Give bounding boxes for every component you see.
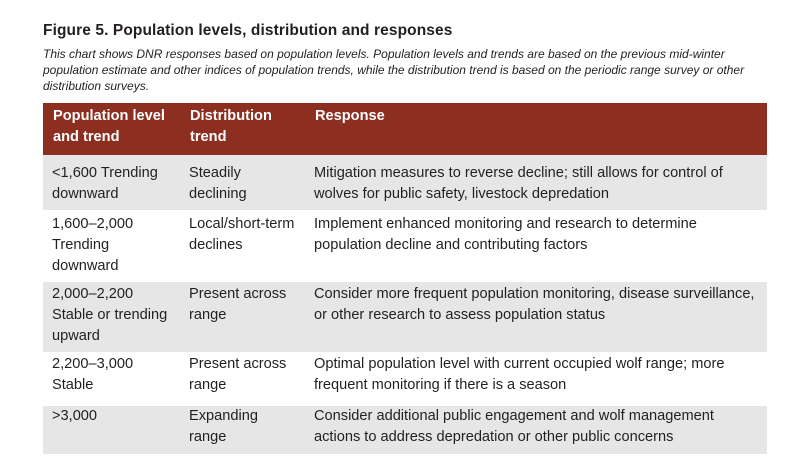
table-row [43, 406, 767, 454]
table-header-row [43, 103, 767, 155]
header-distribution-trend: Distribution trend [180, 103, 305, 155]
cell-response: Consider additional public engagement and wolf management actions to address depredation or other public concerns [305, 406, 767, 454]
cell-distribution: Steadily declining [180, 155, 305, 210]
table-row [43, 282, 767, 352]
figure-5 [43, 0, 767, 454]
figure-caption: This chart shows DNR responses based on population levels. Population levels and trends are based on the previous mid-winter population estimate and other indices of population trends, while the distribution trend is based on the periodic range survey or other distribution surveys. [43, 47, 745, 93]
cell-distribution: Expanding range [180, 406, 305, 454]
cell-response: Mitigation measures to reverse decline; still allows for control of wolves for public safety, livestock depredation [305, 155, 767, 210]
header-population-level: Population level and trend [43, 103, 180, 155]
figure-title: Figure 5. Population levels, distribution and responses [43, 22, 453, 39]
cell-distribution: Present across range [180, 352, 305, 406]
cell-response: Implement enhanced monitoring and research to determine population decline and contributing factors [305, 210, 767, 282]
cell-distribution: Local/short-term declines [180, 210, 305, 282]
cell-response: Consider more frequent population monitoring, disease surveillance, or other research to assess population status [305, 282, 767, 352]
cell-population: >3,000 [43, 406, 180, 454]
population-response-table [43, 103, 767, 454]
cell-response: Optimal population level with current occupied wolf range; more frequent monitoring if there is a season [305, 352, 767, 406]
header-response: Response [305, 103, 767, 155]
table-row [43, 352, 767, 406]
cell-population: 2,200–3,000 Stable [43, 352, 180, 406]
table-row [43, 210, 767, 282]
cell-population: 2,000–2,200 Stable or trending upward [43, 282, 180, 352]
cell-population: 1,600–2,000 Trending downward [43, 210, 180, 282]
cell-population: <1,600 Trending downward [43, 155, 180, 210]
cell-distribution: Present across range [180, 282, 305, 352]
table-row [43, 155, 767, 210]
